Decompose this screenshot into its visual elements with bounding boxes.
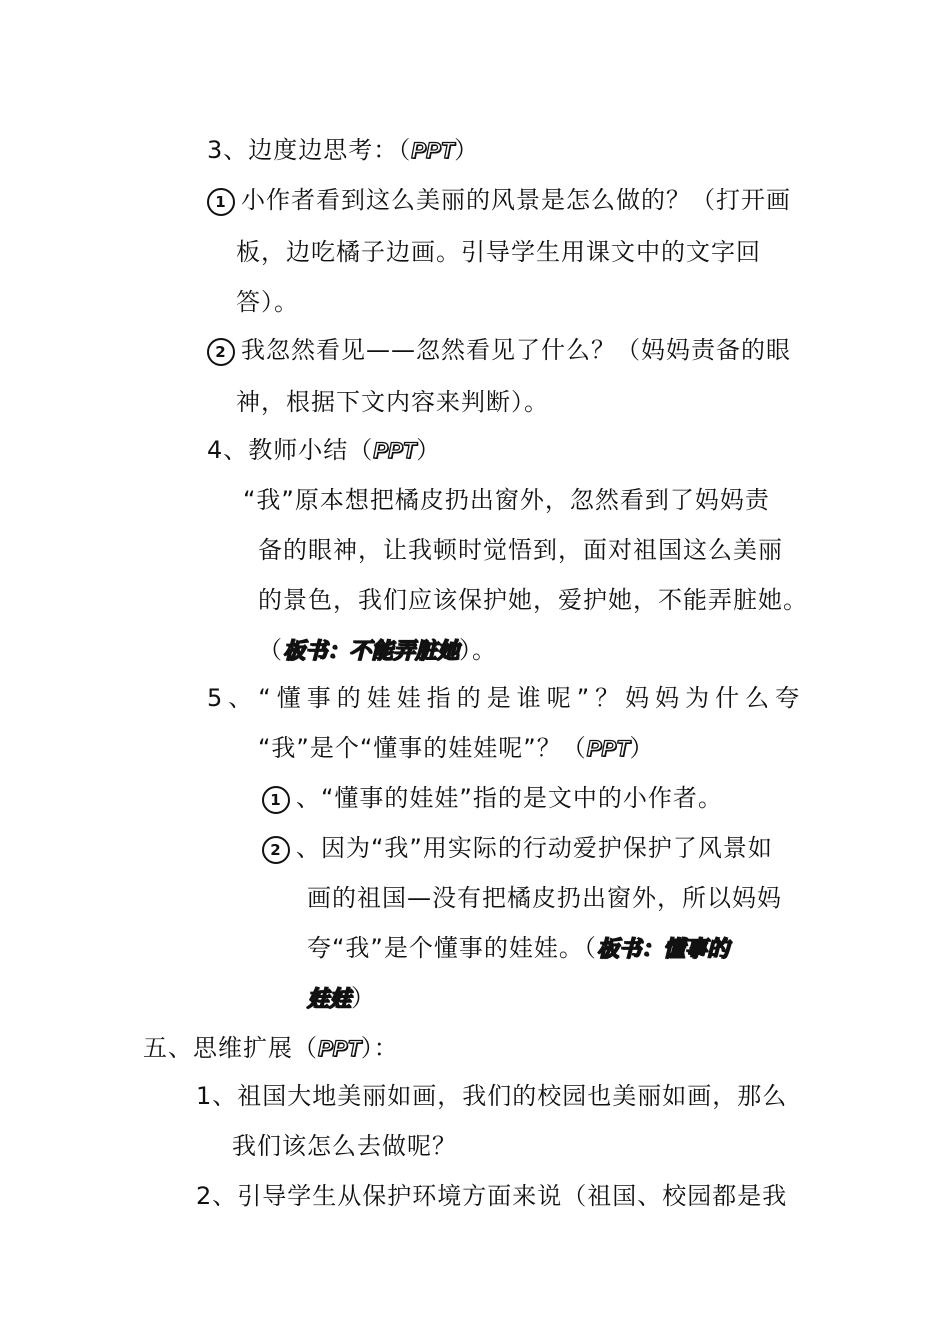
ppt-mark: PPT bbox=[373, 438, 417, 463]
section-5-close: ） bbox=[629, 734, 655, 762]
blackboard-note: 板书：懂事的 bbox=[596, 936, 729, 961]
question-1-line-1 bbox=[207, 184, 791, 216]
blackboard-note: 娃娃 bbox=[307, 986, 352, 1011]
question-2-text: 我忽然看见——忽然看见了什么？（妈妈责备的眼 bbox=[241, 336, 791, 364]
ppt-mark: PPT bbox=[318, 1036, 361, 1061]
section-3-close: ） bbox=[454, 136, 480, 164]
circled-number-2: 2 bbox=[262, 836, 290, 864]
section-3-text: 3、边度边思考：（ bbox=[207, 136, 412, 164]
open-paren: （ bbox=[258, 636, 283, 664]
close-paren: ）。 bbox=[459, 636, 498, 664]
section-five-close: ）： bbox=[360, 1034, 399, 1062]
answer-1-line bbox=[262, 782, 723, 814]
question-2-line-2: 神，根据下文内容来判断）。 bbox=[236, 388, 549, 416]
section-4-heading bbox=[207, 434, 441, 467]
answer-2-text: 夸“我”是个懂事的娃娃。（ bbox=[307, 934, 597, 962]
question-1-line-3: 答）。 bbox=[236, 288, 299, 316]
summary-line-3: 的景色，我们应该保护她，爱护她，不能弄脏她。 bbox=[258, 586, 808, 614]
summary-line-4 bbox=[258, 634, 497, 667]
summary-line-1: “我”原本想把橘皮扔出窗外，忽然看到了妈妈责 bbox=[243, 486, 770, 514]
question-1-line-2: 板，边吃橘子边画。引导学生用课文中的文字回 bbox=[236, 238, 761, 266]
blackboard-note: 板书：不能弄脏她 bbox=[283, 638, 460, 663]
section-5-text: “我”是个“懂事的娃娃呢”？（ bbox=[258, 734, 587, 762]
extension-1-line-2: 我们该怎么去做呢？ bbox=[232, 1132, 457, 1160]
circled-number-2: 2 bbox=[207, 338, 235, 366]
section-5-line-1: 5、“懂事的娃娃指的是谁呢”？妈妈为什么夸 bbox=[207, 684, 806, 712]
section-3-heading bbox=[207, 134, 479, 167]
question-1-text: 小作者看到这么美丽的风景是怎么做的？（打开画 bbox=[241, 186, 791, 214]
ppt-mark: PPT bbox=[586, 736, 630, 761]
section-five-text: 五、思维扩展（ bbox=[143, 1034, 318, 1062]
extension-1-line-1: 1、祖国大地美丽如画，我们的校园也美丽如画，那么 bbox=[196, 1082, 788, 1110]
section-4-close: ） bbox=[416, 436, 442, 464]
answer-1-text: 、“懂事的娃娃”指的是文中的小作者。 bbox=[296, 784, 723, 812]
close-paren: ） bbox=[351, 984, 377, 1012]
circled-number-1: 1 bbox=[207, 188, 235, 216]
answer-2-line-3 bbox=[307, 932, 729, 965]
answer-2-line-4 bbox=[307, 982, 376, 1015]
answer-2-line-2: 画的祖国—没有把橘皮扔出窗外，所以妈妈 bbox=[307, 884, 782, 912]
answer-2-line-1 bbox=[262, 832, 773, 864]
answer-2-text: 、因为“我”用实际的行动爱护保护了风景如 bbox=[296, 834, 773, 862]
summary-line-2: 备的眼神，让我顿时觉悟到，面对祖国这么美丽 bbox=[258, 536, 783, 564]
section-5-line-2 bbox=[258, 732, 655, 765]
question-2-line-1 bbox=[207, 334, 791, 366]
section-4-text: 4、教师小结（ bbox=[207, 436, 374, 464]
ppt-mark: PPT bbox=[411, 138, 455, 163]
section-five-heading bbox=[143, 1032, 399, 1065]
circled-number-1: 1 bbox=[262, 786, 290, 814]
extension-2-line-1: 2、引导学生从保护环境方面来说（祖国、校园都是我 bbox=[196, 1182, 788, 1210]
